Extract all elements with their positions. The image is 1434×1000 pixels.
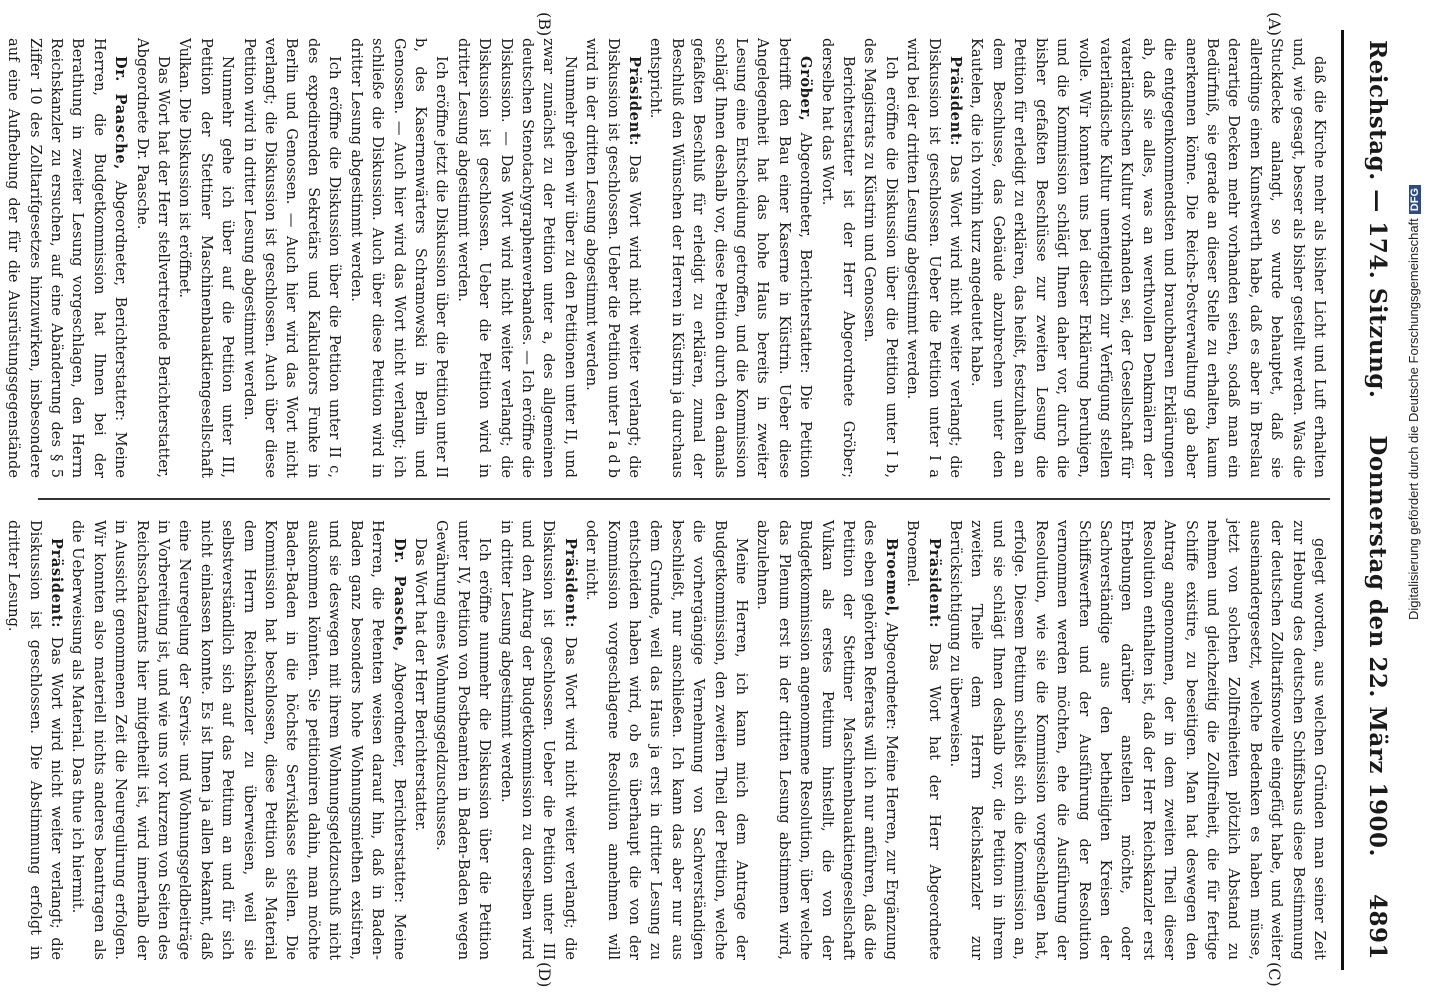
paragraph-text: Ich eröffne die Diskussion über die Petition unter I b, des Magistrats zu Küstrin und Genossen. [861,38,900,478]
margin-letter-b: (B) [535,12,554,37]
right-text-column [5,520,1330,961]
paragraph [902,38,966,478]
paragraph-text: Das Wort wird nicht weiter verlangt; die Diskussion ist geschlossen. Die Abstimmung erfolgt in dritter Lesung. [5,520,66,961]
header-page-number: 4891 [1364,893,1392,960]
paragraph [3,520,67,960]
running-header [1358,40,1398,960]
paragraph [0,38,131,478]
paragraph-text: Das Wort hat der Herr Berichterstatter. [411,538,429,832]
dfg-credit [1406,20,1428,620]
paragraph-text: Das Wort hat der Herr Abgeordnete Broemel. [904,520,943,960]
paragraph-text: Ich eröffne die Diskussion über die Petition unter II c, des expedirenden Sekretärs und Kalkulators Funke in Berlin und Genossen. — Auch hier wird das Wort nicht verlangt; die Diskussion ist geschlossen. Auch über diese Petition wird in dritter Lesung abgestimmt werden. [240,38,344,478]
speaker-name: Präsident: [925,538,943,629]
paragraph [945,520,1330,960]
paragraph-text: Nunmehr gehe ich über auf die Petition unter III, Petition der Stettiner Maschinenbauaktiengesellschaft Vulkan. Die Diskussion ist eröffnet. [176,38,237,478]
margin-letter-c: (C) [1265,962,1284,987]
speaker-name: Präsident: [561,538,579,629]
paragraph [859,38,902,478]
credit-strip [1400,0,1434,1000]
paragraph [0,520,3,960]
paragraph-text: gelegt worden, aus welchen Gründen man seiner Zeit zur Hebung des deutschen Schiffsbaus diese Bestimmung der deutschen Zolltarifsnovelle eingefügt habe, und weiter auseinandergesetzt, welche Bedenken es haben müsse, jetzt von solchen Zollfreiheiten plötzlich Abstand zu nehmen und gleichzeitig die Zollfreiheit, die für fertige Schiffe existire, zu beseitigen. Man hat deswegen den Antrag angenommen, der in dem zweiten Theil dieser Resolution enthalten ist, daß der Herr Reichskanzler erst Erhebungen darüber anstellen möchte, oder Sachverständige aus den betheiligten Kreisen der Schiffswerften und der Ausführung der Resolution vernommen werden möchten, ehe die Ausführung der Resolution, wie sie die Kommission vorgeschlagen hat, erfolge. Diesem Petitum schließt sich die Kommission an, und sie schlägt Ihnen deshalb vor, die Petition in ihrem zweiten Theile dem Herrn Reichskanzler zur Berücksichtigung zu überweisen. [947,520,1328,960]
header-rule [1341,30,1344,970]
paragraph [902,520,945,960]
left-text-column [5,38,1330,479]
speaker-name: Gröber, [797,56,815,122]
speaker-name: Dr. Paasche, [390,538,408,652]
paragraph-text: Nunmehr gehen wir über zu den Petitionen unter II, und zwar zunächst zu der Petition unter a, des allgemeinen deutschen Stenotachygraphenverbandes. — Ich eröffne die Diskussion. — Das Wort wird nicht weiter verlangt; die Diskussion ist geschlossen. Ueber die Petition wird in dritter Lesung abgestimmt werden. [454,38,579,478]
paragraph-text: daß die Kirche mehr als bisher Licht und Luft erhalten und, wie gesagt, besser als bisher gestellt werden. Was die Stuckdecke anlangt, so wurde behauptet, daß sie allerdings einen Kunstwerth habe, daß es aber in Breslau derartige Decken mehr vorhanden seien, sodaß man ein Bedürfniß, sie gerade an dieser Stelle zu erhalten, kaum anerkennen könne. Die Reichs-Postverwaltung gab aber die entgegenkommendsten und brauchbaren Erklärungen ab, daß sie alles, was an werthvollen Denkmälern der vaterländischen Kultur vorhanden sei, der Gesellschaft für vaterländische Kultur unentgeltlich zur Verfügung stellen wolle. Wir konnten uns bei dieser Erklärung beruhigen, und die Kommission schlägt Ihnen daher vor, durch die bisher gefaßten Beschlüsse zur zweiten Lesung die Petition für erledigt zu erklären, das heißt, festzuhalten an dem Beschlusse, das Gebäude abzubrechen unter den Kautelen, die ich vorhin kurz angedeutet habe. [968,38,1328,478]
margin-letter-a: (A) [1265,12,1284,37]
paragraph [581,38,645,478]
header-date: Donnerstag den 22. März 1900. [1364,435,1392,857]
header-session: Reichstag. — 174. Sitzung. [1364,40,1392,399]
paragraph [495,520,581,960]
speaker-name: Präsident: [626,56,643,147]
paragraph [645,38,816,478]
speaker-name: Dr. Paasche, [112,56,130,170]
column-divider [38,498,1330,500]
paragraph-text: Das Wort wird nicht weiter verlangt; die Diskussion ist geschlossen. Ueber die Petition unter III und den Antrag der Budgetkommission zu derselben wird in dritter Lesung abgestimmt werden. [497,520,579,961]
paragraph-text: Abgeordneter, Berichterstatter: Meine Herren, die Budgetkommission hat Ihnen bei der Berathung in zweiter Lesung vorgeschlagen, den Herrn Reichskanzler zu ersuchen, auf eine Abänderung des § 5 Ziffer 10 des Zolltarifgesetzes hinzuwirken, insbesondere auf eine Aufhebung der für die Ausrüstungsgegenstände [5,38,130,479]
margin-letter-d: (D) [535,962,554,988]
speaker-name: Broemel, [882,538,900,618]
paragraph [174,38,238,478]
paragraph [431,520,495,960]
paragraph-text: Ich eröffne nunmehr die Diskussion über die Petition unter IV, Petition von Postbeamten in Baden-Baden wegen Gewährung eines Wohnungsgeldzuschusses. [433,520,494,960]
dfg-logo: DFG [1409,185,1421,214]
paragraph [966,38,1330,478]
paragraph [238,38,345,478]
paragraph [345,38,452,478]
paragraph-text: Abgeordneter, Berichterstatter: Meine Herren, die Petenten weisen darauf hin, daß in Baden-Baden ganz besonders hohe Wohnungsmiethen existiren, und sie deswegen mit ihrem Wohnungsgeldzuschuß nicht auskommen könnten. Sie petitioniren dahin, man möchte Baden-Baden in die höchste Servisklasse stellen. Die Kommission hat beschlossen, diese Petition als Material dem Herrn Reichskanzler zu überweisen, weil sie selbstverständlich sich auf das Petitum an und für sich nicht einlassen konnte. Es ist Ihnen ja allen bekannt, daß eine Neuregelung der Servis- und Wohnungsgeldbeiträge in Vorbereitung ist, und wie uns vor kurzem von Seiten des Reichsschatzamts hier mitgetheilt ist, wird innerhalb der in Aussicht genommenen Zeit die Neuregulirung erfolgen. Wir konnten also materiell nichts anderes beantragen als die Ueberweisung als Material. Das thue ich hiermit. [69,520,408,961]
paragraph [816,38,859,478]
paragraph-text: Das Wort hat der Herr stellvertretende Berichterstatter, Abgeordnete Dr. Paasche. [133,38,173,478]
paragraph-text [0,520,1,960]
paragraph-text: Das Wort wird nicht weiter verlangt; die Diskussion ist geschlossen. Ueber die Petition unter I a d b wird in der dritten Lesung abgestimmt werden. [583,38,643,479]
paragraph-text: Abgeordneter: Meine Herren, zur Ergänzung des eben gehörten Referats will ich nur anführen, daß die Petition der Stettiner Maschinenbauaktiengesellschaft Vulkan als erstes Petitum hinstellt, die von der Budgetkommission angenommene Resolution, über welche das Plenum erst in der dritten Lesung abstimmen wird, abzulehnen. [754,520,900,960]
paragraph [452,38,580,478]
speaker-name: Präsident: [947,56,965,147]
paragraph-text: Ich eröffne jetzt die Diskussion über die Petition unter II b, des Kasernenwärters Schramowski in Berlin und Genossen. — Auch hier wird das Wort nicht verlangt; ich schließe die Diskussion. Auch über diese Petition wird in dritter Lesung abgestimmt werden. [347,38,451,478]
paragraph-text: Berichterstatter ist der Herr Abgeordnete Gröber; derselbe hat das Wort. [818,38,858,478]
paragraph [410,520,431,960]
speaker-name: Präsident: [48,538,66,629]
paragraph-text: Meine Herren, ich kann mich dem Antrage der Budgetkommission, den zweiten Theil der Petition, welche die vorhergängige Vernehmung von Sachverständigen beschließt, nur anschließen. Ich kann das aber nur aus dem Grunde, weil das Haus ja erst in dritter Lesung zu entscheiden haben wird, ob es überhaupt die von der Kommission vorgeschlagene Resolution annehmen will oder nicht. [583,520,751,960]
paragraph-text: Abgeordneter, Berichterstatter: Die Petition betrifft den Bau einer Kaserne in Küstrin. Ueber diese Angelegenheit hat das hohe Haus bereits in zweiter Lesung eine Entscheidung getroffen, und die Kommission schlägt Ihnen deshalb vor, diese Petition durch den damals gefaßten Beschluß für erledigt zu erklären, zumal der Beschluß den Wünschen der Herren in Küstrin ja durchaus entspricht. [647,38,815,479]
credit-text: Digitalisierung gefördert durch die Deutsche Forschungsgemeinschaft [1406,218,1421,620]
paragraph [581,520,752,960]
paragraph [67,520,410,960]
paragraph [131,38,174,478]
paragraph-text: Das Wort wird nicht weiter verlangt; die Diskussion ist geschlossen. Ueber die Petition unter I a wird bei der dritten Lesung abgestimmt werden. [904,38,965,479]
paragraph [752,520,902,960]
